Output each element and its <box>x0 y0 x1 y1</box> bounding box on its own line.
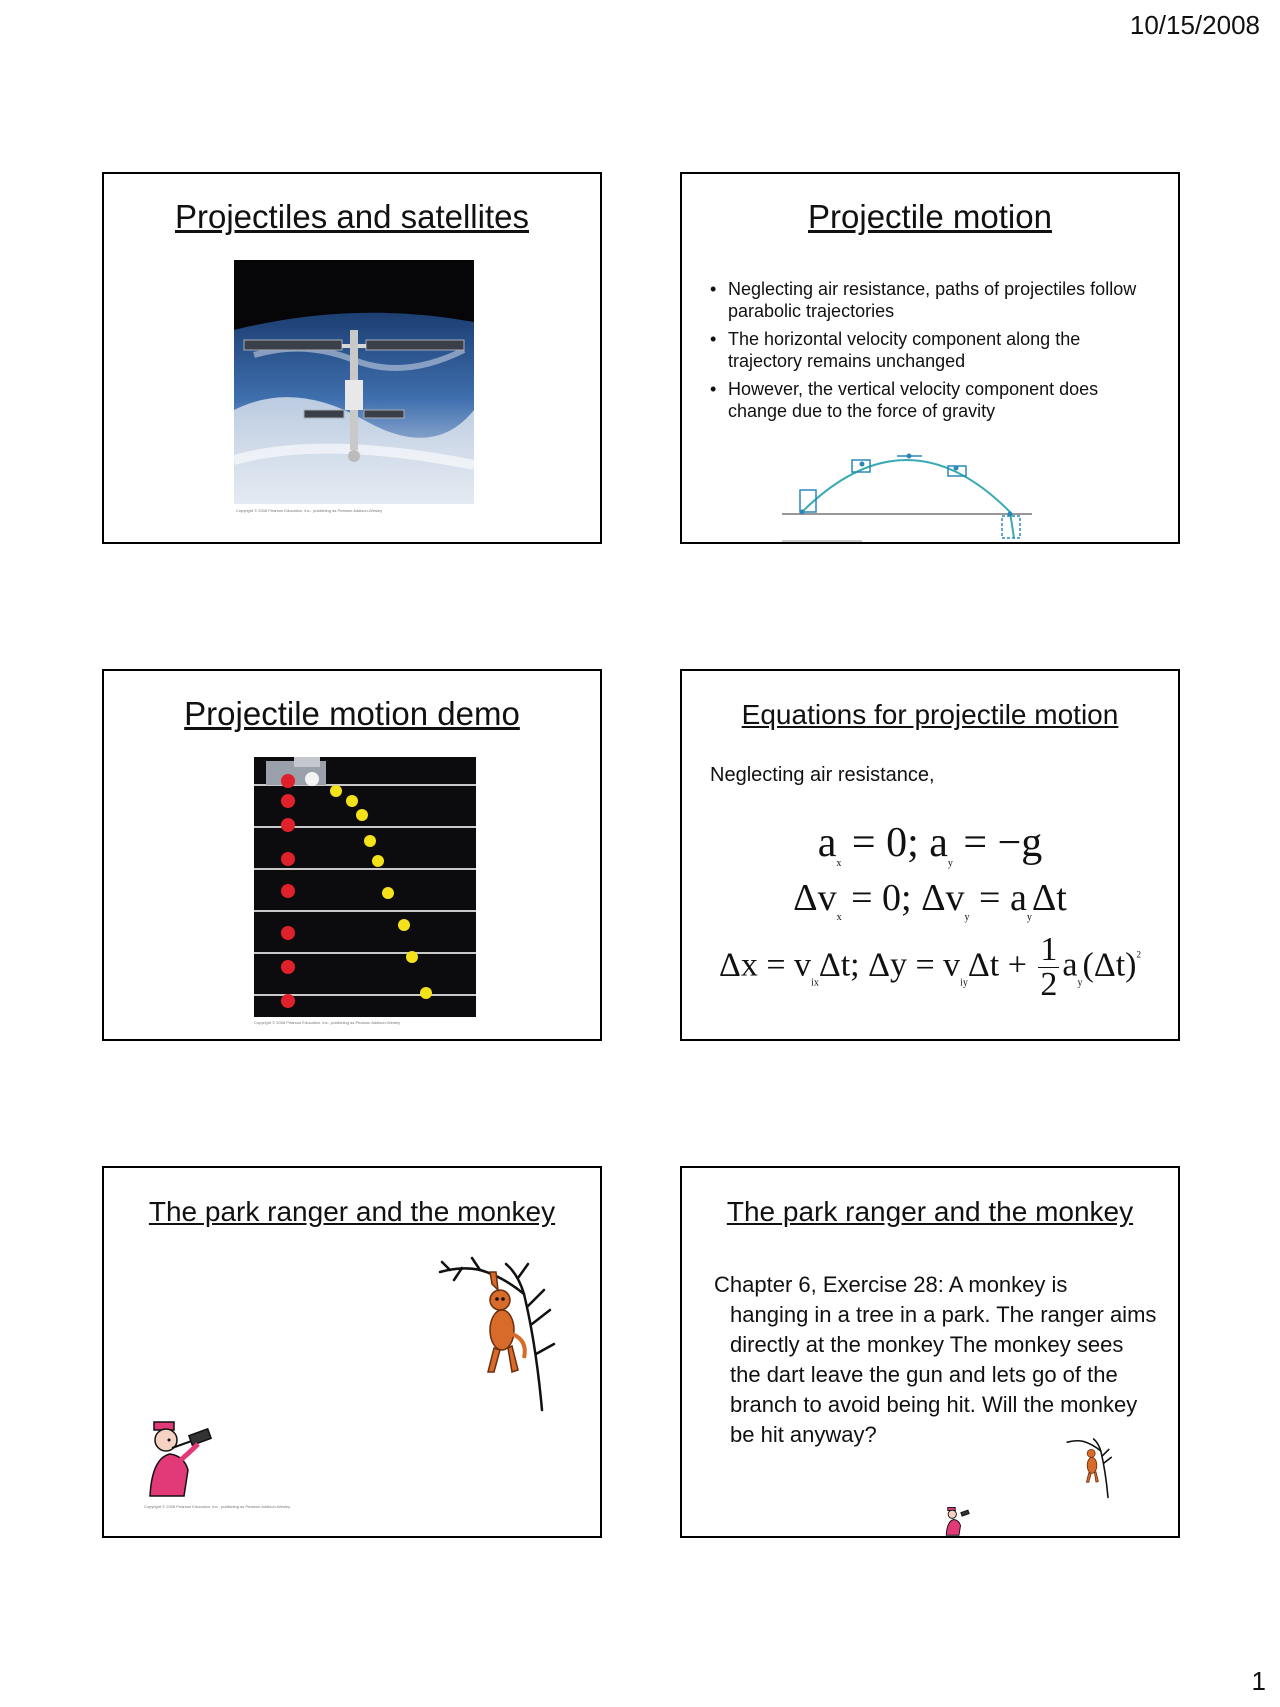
page-number: 1 <box>1251 1666 1266 1696</box>
slide-projectile-motion <box>680 172 1180 544</box>
copyright-note: Copyright © 2008 Pearson Education, Inc., publishing as Pearson Addison-Wesley <box>144 1504 291 1509</box>
eq-subscript: y <box>1077 977 1083 989</box>
bullet-item: • However, the vertical velocity component does change due to the force of gravity <box>710 378 1148 422</box>
eq-exponent: 2 <box>1136 949 1141 960</box>
eq-token: = 0; Δv <box>841 877 965 919</box>
eq-subscript: x <box>836 858 842 869</box>
eq-subscript: ix <box>811 977 819 989</box>
equation-displacement <box>682 933 1178 1002</box>
problem-text <box>714 1270 1158 1450</box>
slide-title: Projectile motion demo <box>184 695 520 732</box>
slide-title: The park ranger and the monkey <box>726 1196 1134 1227</box>
slide-projectiles-satellites <box>102 172 602 544</box>
park-ranger-icon <box>144 1418 224 1498</box>
slide-projectile-motion-demo <box>102 669 602 1041</box>
slide-title: Projectiles and satellites <box>174 198 529 235</box>
fraction <box>1038 933 1059 1002</box>
eq-token: a <box>1062 946 1078 984</box>
bullet-item: • The horizontal velocity component along the trajectory remains unchanged <box>710 328 1148 372</box>
eq-token: Δt + <box>967 946 1036 984</box>
monkey-in-tree-icon <box>432 1254 562 1414</box>
eq-subscript: y <box>947 858 953 869</box>
eq-subscript: x <box>836 912 842 923</box>
eq-token: = a <box>969 877 1027 919</box>
slide-title: The park ranger and the monkey <box>148 1196 556 1227</box>
eq-token: = −g <box>952 820 1043 866</box>
eq-token: = 0; a <box>841 820 948 866</box>
slide-equations <box>680 669 1180 1041</box>
equation-acceleration <box>682 819 1178 869</box>
eq-token: (Δt) <box>1082 946 1137 984</box>
copyright-note: Copyright © 2008 Pearson Education, Inc., publishing as Pearson Addison-Wesley <box>254 1020 401 1025</box>
copyright-note: Copyright © 2008 Pearson Education, Inc., publishing as Pearson Addison-Wesley <box>236 508 383 513</box>
intro-text: Neglecting air resistance, <box>710 764 935 786</box>
bullet-item: • Neglecting air resistance, paths of projectiles follow parabolic trajectories <box>710 278 1148 322</box>
eq-subscript: iy <box>960 977 968 989</box>
space-station-image <box>234 260 474 504</box>
eq-token: a <box>817 820 837 866</box>
slide-title: Projectile motion <box>808 198 1052 235</box>
equation-velocity <box>682 876 1178 923</box>
eq-token: Δt <box>1031 877 1067 919</box>
monkey-in-tree-small-icon <box>1064 1432 1116 1502</box>
fraction-numerator: 1 <box>1040 931 1058 968</box>
eq-token: Δx = v <box>719 946 812 984</box>
slide-ranger-monkey-problem <box>680 1166 1180 1538</box>
header-date: 10/15/2008 <box>1129 10 1260 40</box>
eq-subscript: y <box>1026 912 1032 923</box>
park-ranger-small-icon <box>944 1506 974 1536</box>
problem-first-line: Chapter 6, Exercise 28: A monkey is <box>714 1272 1068 1297</box>
eq-token: Δt; Δy = v <box>818 946 961 984</box>
slide-ranger-monkey <box>102 1166 602 1538</box>
eq-subscript: y <box>964 912 970 923</box>
falling-balls-image <box>254 757 476 1017</box>
trajectory-diagram <box>782 438 1062 542</box>
problem-body: hanging in a tree in a park. The ranger aims directly at the monkey The monkey sees the dart leave the gun and lets go of the branch to avoid being hit. Will the monkey be hit anyway? <box>730 1302 1157 1447</box>
eq-token: Δv <box>793 877 837 919</box>
fraction-denominator: 2 <box>1040 966 1058 1003</box>
slide-title: Equations for projectile motion <box>741 699 1119 730</box>
bullet-list <box>710 278 1148 428</box>
